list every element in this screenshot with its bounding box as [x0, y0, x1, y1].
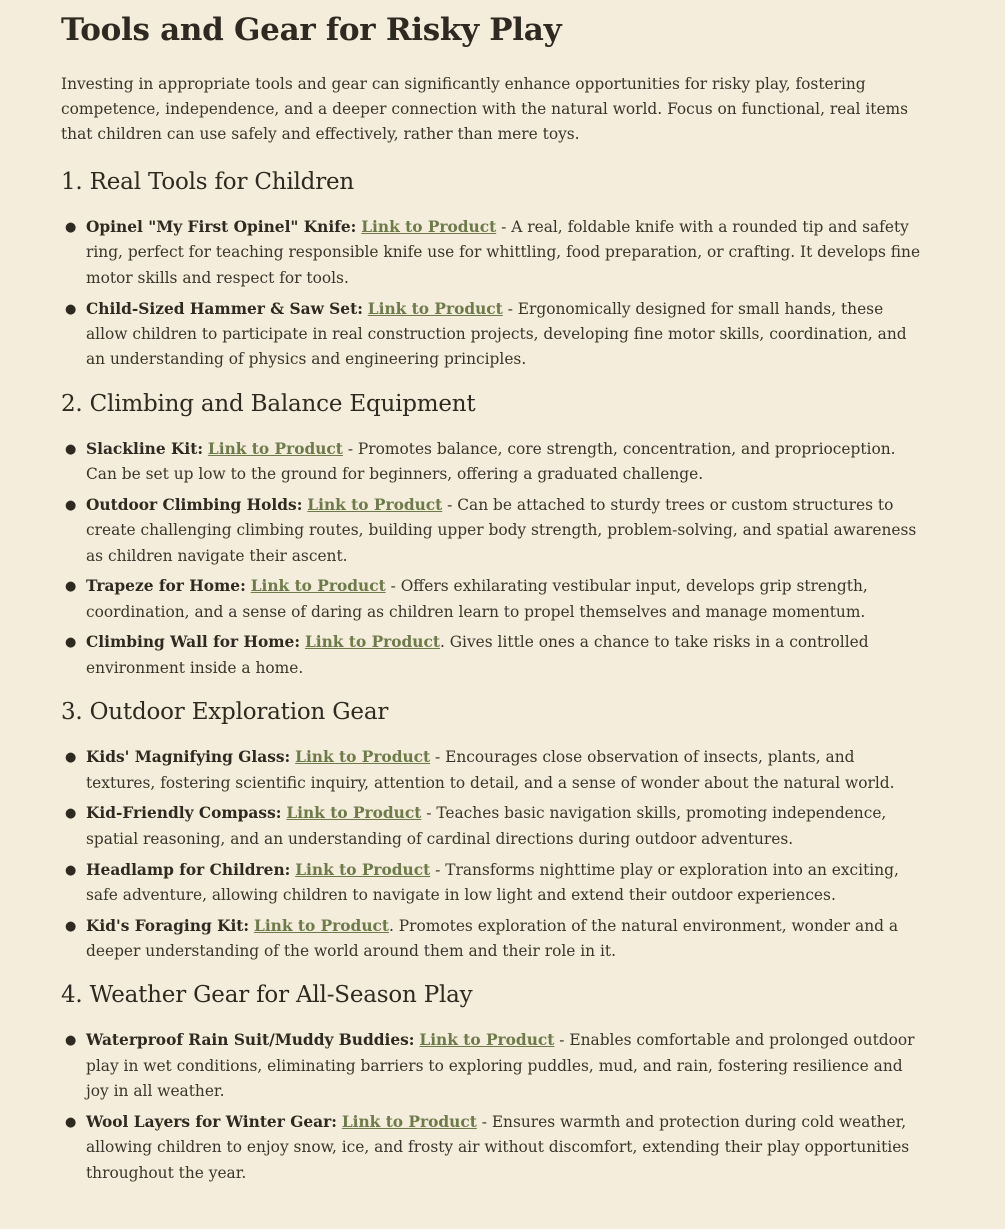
list-item	[65, 745, 925, 796]
gear-list	[61, 215, 925, 373]
bullet-icon: ●	[65, 497, 77, 513]
bullet-icon: ●	[65, 579, 77, 595]
bullet-icon: ●	[65, 441, 77, 457]
list-item	[65, 914, 925, 965]
item-separator: -	[421, 804, 437, 823]
item-description: Promotes balance, core strength, concentration, and proprioception. Can be set up low to the ground for beginners, offering a graduated challenge.	[86, 439, 896, 484]
list-item	[65, 1110, 925, 1186]
sections-container	[61, 169, 925, 1186]
item-description: Ensures warmth and protection during cold weather, allowing children to enjoy snow, ice, and frosty air without discomfort, extending their play opportunities throughout the year.	[86, 1112, 910, 1182]
bullet-icon: ●	[65, 635, 77, 651]
item-separator: -	[430, 860, 446, 879]
item-separator: .	[389, 916, 399, 935]
item-description: Enables comfortable and prolonged outdoor play in wet conditions, eliminating barriers to exploring puddles, mud, and rain, fostering resilience and joy in all weather.	[86, 1031, 915, 1101]
item-separator: -	[502, 299, 518, 318]
list-item	[65, 215, 925, 291]
item-name: Kids' Magnifying Glass:	[86, 748, 291, 767]
item-separator: -	[496, 218, 512, 236]
item-name: Wool Layers for Winter Gear:	[86, 1112, 337, 1131]
gear-list	[61, 1028, 925, 1186]
item-name: Outdoor Climbing Holds:	[86, 495, 303, 514]
bullet-icon: ●	[65, 862, 77, 878]
product-link[interactable]: Link to Product	[361, 218, 497, 236]
product-link[interactable]: Link to Product	[295, 748, 431, 767]
product-link[interactable]: Link to Product	[367, 299, 503, 318]
list-item	[65, 1028, 925, 1104]
list-item	[65, 493, 925, 569]
item-separator: .	[439, 633, 450, 652]
item-separator: -	[476, 1112, 492, 1131]
intro-paragraph: Investing in appropriate tools and gear can significantly enhance opportunities for risky play, fostering competence, independence, and a deeper connection with the natural world. Focus on functional, real items that children can use safely and effectively, rather than mere toys.	[61, 75, 909, 143]
list-item	[65, 801, 925, 852]
list-item	[65, 858, 925, 909]
list-item	[65, 437, 925, 488]
section-heading: 3. Outdoor Exploration Gear	[61, 699, 389, 726]
item-separator: -	[430, 748, 446, 767]
item-description: Teaches basic navigation skills, promoting independence, spatial reasoning, and an understanding of cardinal directions during outdoor adventures.	[86, 804, 887, 848]
item-description: A real, foldable knife with a rounded tip and safety ring, perfect for teaching responsible knife use for whittling, food preparation, or crafting. It develops fine motor skills and respect for tools.	[86, 218, 921, 287]
section-heading: 4. Weather Gear for All-Season Play	[61, 982, 473, 1009]
product-link[interactable]: Link to Product	[307, 495, 443, 514]
item-description: Promotes exploration of the natural environment, wonder and a deeper understanding of the world around them and their role in it.	[86, 916, 899, 961]
item-separator: -	[442, 495, 458, 514]
item-description: Can be attached to sturdy trees or custom structures to create challenging climbing routes, building upper body strength, problem-solving, and spatial awareness as children navigate their ascent.	[86, 495, 917, 565]
item-separator: -	[342, 439, 358, 458]
product-link[interactable]: Link to Product	[207, 439, 343, 458]
bullet-icon: ●	[65, 220, 77, 235]
item-description: Gives little ones a chance to take risks in a controlled environment inside a home.	[86, 633, 869, 677]
item-name: Climbing Wall for Home:	[86, 633, 301, 652]
product-link[interactable]: Link to Product	[250, 577, 386, 596]
list-item	[65, 297, 925, 373]
item-description: Transforms nighttime play or exploration into an exciting, safe adventure, allowing children to navigate in low light and extend their outdoor experiences.	[86, 860, 899, 904]
item-name: Child-Sized Hammer & Saw Set:	[86, 299, 363, 318]
section-heading: 1. Real Tools for Children	[61, 169, 355, 195]
bullet-icon: ●	[65, 750, 77, 766]
item-name: Kid-Friendly Compass:	[86, 804, 282, 823]
section-heading: 2. Climbing and Balance Equipment	[61, 390, 476, 417]
item-separator: -	[385, 577, 401, 596]
product-link[interactable]: Link to Product	[341, 1112, 477, 1131]
item-name: Headlamp for Children:	[86, 860, 291, 879]
item-name: Waterproof Rain Suit/Muddy Buddies:	[86, 1031, 415, 1050]
item-description: Offers exhilarating vestibular input, develops grip strength, coordination, and a sense of daring as children learn to propel themselves and manage momentum.	[86, 577, 868, 621]
list-item	[65, 574, 925, 625]
bullet-icon: ●	[65, 301, 77, 317]
item-separator: -	[554, 1031, 570, 1050]
item-name: Trapeze for Home:	[86, 577, 246, 596]
product-link[interactable]: Link to Product	[295, 860, 431, 879]
item-name: Kid's Foraging Kit:	[86, 916, 250, 935]
gear-list	[61, 745, 925, 964]
item-description: Ergonomically designed for small hands, these allow children to participate in real construction projects, developing fine motor skills, coordination, and an understanding of physics and engineering principles.	[86, 299, 907, 369]
gear-list	[61, 437, 925, 682]
bullet-icon: ●	[65, 1114, 77, 1130]
product-link[interactable]: Link to Product	[286, 804, 422, 823]
list-item	[65, 630, 925, 681]
bullet-icon: ●	[65, 918, 77, 934]
product-link[interactable]: Link to Product	[254, 916, 389, 935]
bullet-icon: ●	[65, 1033, 77, 1049]
item-name: Slackline Kit:	[86, 439, 204, 458]
item-name: Opinel "My First Opinel" Knife:	[86, 218, 357, 236]
product-link[interactable]: Link to Product	[304, 633, 440, 652]
page-title: Tools and Gear for Risky Play	[61, 12, 562, 48]
bullet-icon: ●	[65, 806, 77, 822]
item-description: Encourages close observation of insects, plants, and textures, fostering scientific inquiry, attention to detail, and a sense of wonder about the natural world.	[86, 748, 895, 792]
product-link[interactable]: Link to Product	[419, 1031, 555, 1050]
